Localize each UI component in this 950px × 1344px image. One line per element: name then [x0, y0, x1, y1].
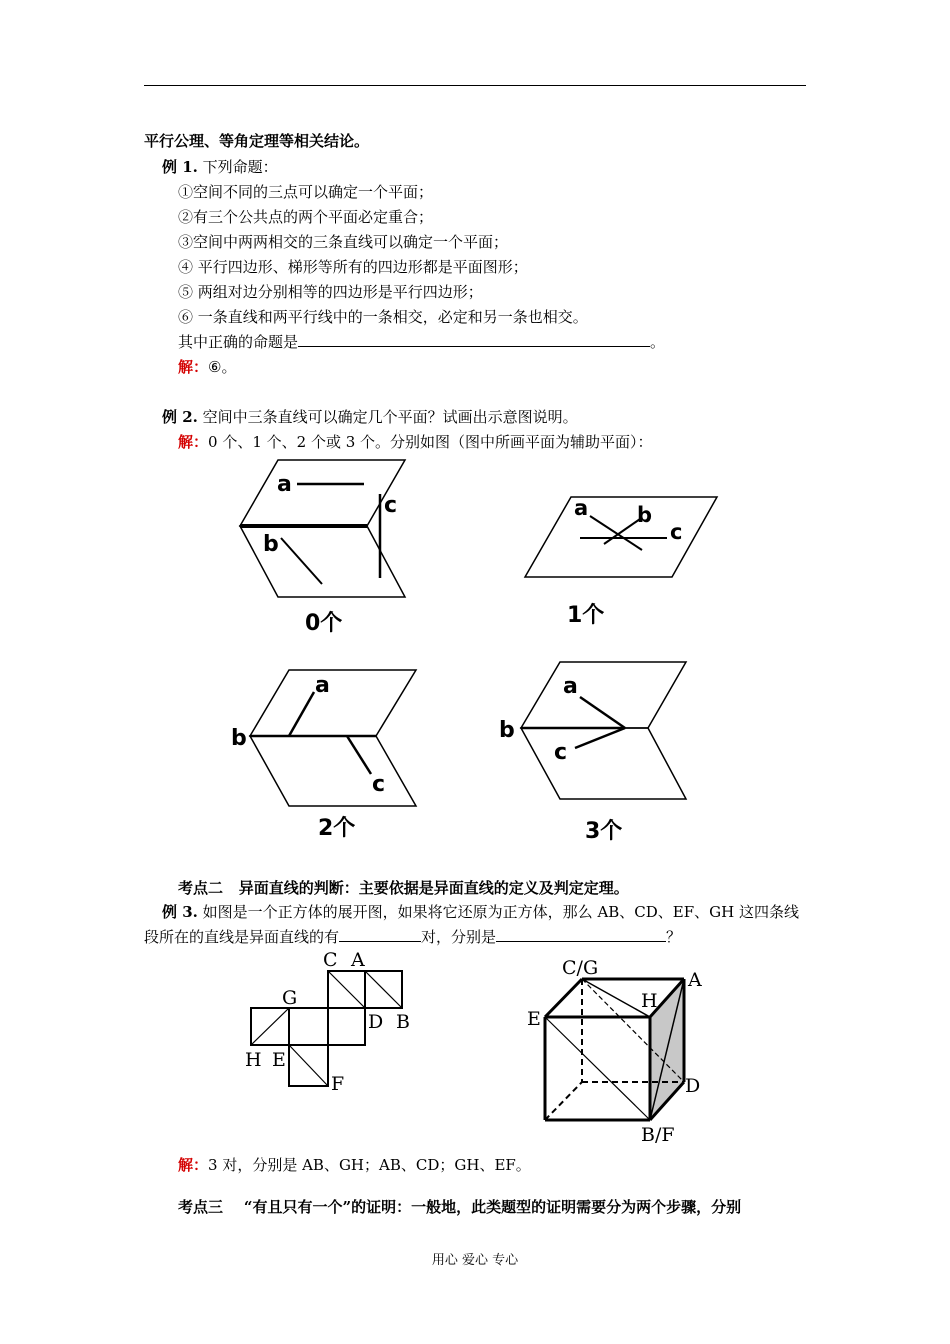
proposition-2: ②有三个公共点的两个平面必定重合；: [178, 208, 434, 226]
key-point-3-text: “有且只有一个”的证明：一般地，此类题型的证明需要分为两个步骤，分别: [243, 1198, 742, 1216]
answer-label: 解：: [178, 358, 209, 376]
caption-2: 2个: [318, 816, 356, 841]
label-c: c: [384, 493, 398, 518]
net-label-g: G: [282, 987, 298, 1009]
key-point-3-label: 考点三: [178, 1198, 224, 1216]
line-a: [590, 516, 642, 550]
line-b: [604, 519, 640, 544]
answer-label: 解：: [178, 433, 209, 451]
lower-plane: [250, 736, 416, 806]
cube-label-d: D: [685, 1075, 701, 1097]
cube-label-cg: C/G: [562, 957, 599, 979]
cube-edge: [545, 979, 582, 1017]
lower-plane: [521, 728, 686, 799]
proposition-6: ⑥ 一条直线和两平行线中的一条相交，必定和另一条也相交。: [178, 308, 588, 326]
net-diagonal: [328, 971, 365, 1008]
proposition-3: ③空间中两两相交的三条直线可以确定一个平面；: [178, 233, 509, 251]
example-3-title: [162, 902, 799, 922]
label-a: a: [277, 472, 292, 497]
net-label-h: H: [245, 1049, 262, 1071]
question-part-1: 段所在的直线是异面直线的有: [144, 928, 340, 946]
label-b: b: [263, 532, 279, 557]
cube-label-e: E: [527, 1008, 541, 1030]
cube-label-h: H: [641, 990, 658, 1012]
answer-text: ⑥。: [208, 358, 237, 376]
cube-figure: [545, 979, 684, 1120]
blank-count: [339, 927, 421, 942]
proposition-1: ①空间不同的三点可以确定一个平面；: [178, 183, 434, 201]
label-a: a: [574, 496, 589, 520]
question-part-3: ？: [666, 928, 682, 946]
line-b: [281, 538, 322, 584]
net-square: [289, 1008, 328, 1045]
proposition-4: ④ 平行四边形、梯形等所有的四边形都是平面图形；: [178, 258, 528, 276]
answer-text: 0 个、1 个、2 个或 3 个。分别如图（图中所画平面为辅助平面）：: [208, 433, 653, 451]
key-point-2-label: 考点二: [178, 879, 224, 897]
figure-two-planes: [250, 670, 416, 806]
section-heading: 平行公理、等角定理等相关结论。: [144, 132, 370, 150]
cube-label-a: A: [688, 969, 702, 991]
net-square: [328, 1008, 365, 1045]
net-label-b: B: [396, 1011, 410, 1033]
line-a: [580, 697, 625, 728]
blank-pairs: [496, 927, 666, 942]
example-3-question: [144, 927, 681, 947]
example-1-label: 例 1.: [162, 158, 198, 176]
net-label-d: D: [368, 1011, 384, 1033]
example-3-text: 如图是一个正方体的展开图，如果将它还原为正方体，那么 AB、CD、EF、GH 这四条线: [202, 903, 799, 921]
net-label-f: F: [331, 1073, 345, 1095]
net-label-c: C: [323, 949, 338, 971]
figure-three-planes: [521, 662, 686, 799]
question-part-2: 对，分别是: [421, 928, 497, 946]
label-c: c: [372, 772, 386, 797]
figure-one-plane: [525, 497, 717, 577]
caption-3: 3个: [585, 819, 623, 844]
example-1-intro: 下列命题：: [202, 158, 278, 176]
line-c: [347, 736, 371, 774]
figure-zero-planes: [240, 460, 405, 597]
question-end: 。: [650, 333, 666, 351]
label-c: c: [554, 740, 568, 765]
label-b: b: [499, 718, 515, 743]
net-label-e: E: [272, 1049, 286, 1071]
example-2-label: 例 2.: [162, 408, 198, 426]
example-3-answer: [178, 1155, 531, 1175]
caption-1: 1个: [567, 603, 605, 628]
label-b: b: [231, 726, 247, 751]
net-label-a: A: [351, 949, 365, 971]
answer-text: 3 对，分别是 AB、GH；AB、CD；GH、EF。: [208, 1156, 531, 1174]
proposition-5: ⑤ 两组对边分别相等的四边形是平行四边形；: [178, 283, 483, 301]
face-diagonal-gh: [582, 979, 650, 1017]
label-a: a: [315, 673, 330, 698]
line-c: [575, 728, 625, 748]
answer-label: 解：: [178, 1156, 209, 1174]
key-point-3: [178, 1197, 741, 1217]
example-3-label: 例 3.: [162, 903, 198, 921]
net-diagonal: [251, 1008, 289, 1045]
upper-plane: [521, 662, 686, 728]
cube-label-bf: B/F: [641, 1124, 675, 1146]
label-a: a: [563, 674, 578, 699]
caption-0: 0个: [305, 611, 343, 636]
line-a: [289, 692, 314, 736]
question-text: 其中正确的命题是: [178, 333, 299, 351]
hidden-edge: [545, 1082, 582, 1120]
label-c: c: [670, 520, 683, 544]
net-diagonal: [289, 1045, 328, 1086]
net-diagonal: [365, 971, 402, 1008]
upper-plane: [250, 670, 416, 736]
key-point-2-text: 异面直线的判断：主要依据是异面直线的定义及判定定理。: [238, 879, 629, 897]
key-point-2: [178, 878, 629, 898]
page-footer: 用心 爱心 专心: [431, 1253, 519, 1268]
label-b: b: [637, 503, 653, 527]
example-2-text: 空间中三条直线可以确定几个平面？试画出示意图说明。: [202, 408, 578, 426]
